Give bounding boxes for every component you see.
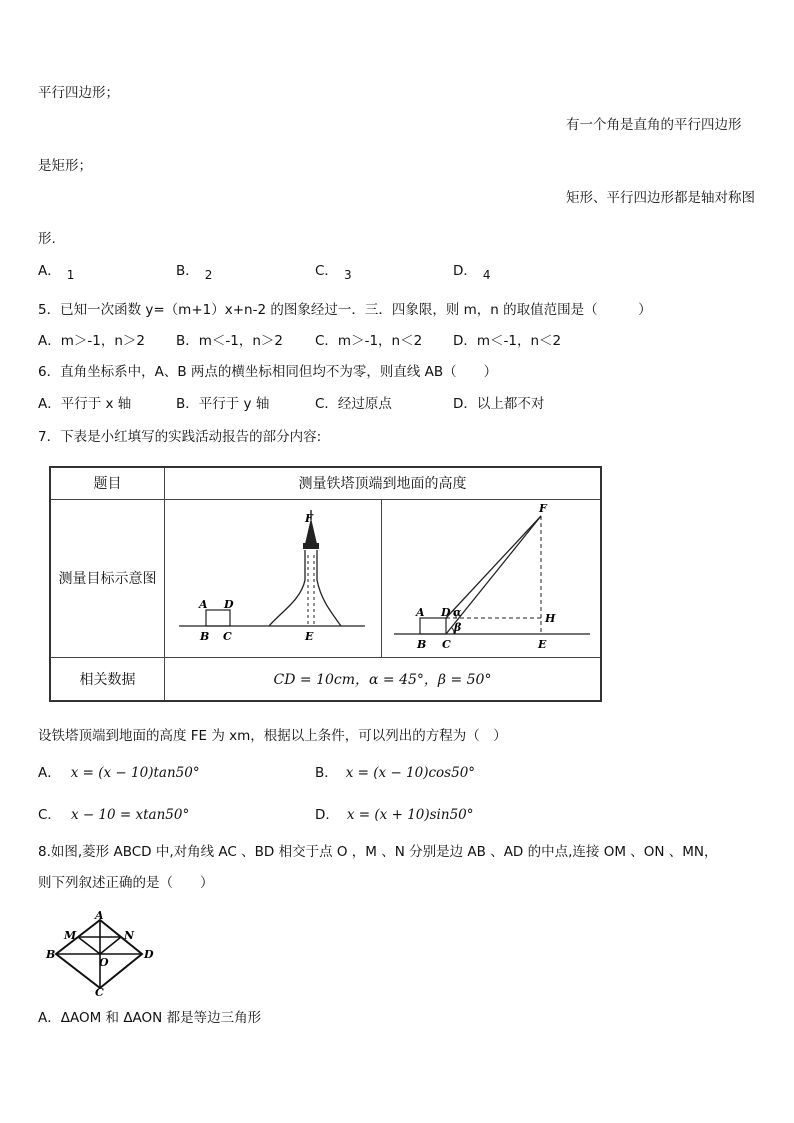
q5-stem: 5．已知一次函数 y=（m+1）x+n-2 的图象经过一．三．四象限，则 m，n 的取值范围是（ ） xyxy=(38,302,652,318)
angle-sketch xyxy=(382,500,600,656)
text-line-2: 有一个角是直角的平行四边形 xyxy=(566,117,742,133)
table-cell-data-value: CD = 10cm，α = 45°，β = 50° xyxy=(165,657,602,701)
q4-option-letter: A． xyxy=(38,263,61,279)
label-c: C xyxy=(95,986,104,996)
q4-option-value: 2 xyxy=(204,268,213,282)
label-f: F xyxy=(305,512,313,525)
df-line xyxy=(446,516,541,618)
building-rect xyxy=(420,618,446,634)
label-d: D xyxy=(144,948,154,961)
label-a: A xyxy=(95,909,104,922)
option-letter: D． xyxy=(315,807,339,823)
label-a: A xyxy=(416,606,425,619)
label-d: D xyxy=(224,598,234,611)
q5-option-d: D．m＜-1，n＜2 xyxy=(453,333,562,349)
q4-option-d xyxy=(453,262,491,280)
q4-option-letter: C． xyxy=(315,263,338,279)
label-m: M xyxy=(64,929,77,942)
text-line-4: 矩形、平行四边形都是轴对称图 xyxy=(566,190,755,206)
table-cell-data-label: 相关数据 xyxy=(50,657,165,701)
label-d: D xyxy=(441,606,451,619)
label-b: B xyxy=(200,630,210,643)
text-line-1: 平行四边形； xyxy=(38,85,119,101)
report-table xyxy=(49,466,602,702)
table-cell-title-value: 测量铁塔顶端到地面的高度 xyxy=(165,467,602,499)
rhombus-figure xyxy=(40,908,160,996)
label-c: C xyxy=(442,638,451,651)
text-line-5: 形. xyxy=(38,231,56,247)
q6-stem: 6．直角坐标系中，A、B 两点的横坐标相同但均不为零，则直线 AB（ ） xyxy=(38,364,498,380)
q4-option-a xyxy=(38,262,74,280)
label-a: A xyxy=(199,598,208,611)
label-o: O xyxy=(99,956,109,969)
text-line-3: 是矩形； xyxy=(38,158,92,174)
label-beta: β xyxy=(454,621,462,634)
q4-option-value: 3 xyxy=(343,268,352,282)
q8-option-a: A．ΔAOM 和 ΔAON 都是等边三角形 xyxy=(38,1010,262,1026)
segment-om xyxy=(78,937,100,954)
q6-option-c: C．经过原点 xyxy=(315,396,392,412)
q4-option-letter: D． xyxy=(453,263,477,279)
q7-option-b xyxy=(315,764,475,782)
q7-option-c xyxy=(38,806,189,824)
q5-option-b: B．m＜-1，n＞2 xyxy=(176,333,284,349)
option-expr: x − 10 = xtan50° xyxy=(70,807,190,823)
table-cell-diagram-label: 测量目标示意图 xyxy=(50,499,165,657)
q6-option-d: D．以上都不对 xyxy=(453,396,545,412)
option-expr: x = (x − 10)cos50° xyxy=(345,765,476,781)
label-e: E xyxy=(305,630,314,643)
option-letter: B． xyxy=(315,765,338,781)
option-letter: A． xyxy=(38,765,61,781)
label-b: B xyxy=(417,638,427,651)
option-expr: x = (x + 10)sin50° xyxy=(346,807,474,823)
q7-option-a xyxy=(38,764,200,782)
label-n: N xyxy=(124,929,135,942)
q6-option-b: B．平行于 y 轴 xyxy=(176,396,270,412)
q4-option-value: 4 xyxy=(482,268,491,282)
label-h: H xyxy=(545,612,556,625)
q6-option-a: A．平行于 x 轴 xyxy=(38,396,132,412)
diagram-left-cell xyxy=(165,499,382,657)
building-rect xyxy=(206,610,230,626)
table-cell-title-label: 题目 xyxy=(50,467,165,499)
tower-sketch xyxy=(165,500,381,656)
option-letter: C． xyxy=(38,807,61,823)
q7-option-d xyxy=(315,806,474,824)
diagram-right-cell xyxy=(382,499,602,657)
label-alpha: α xyxy=(453,606,462,619)
q4-option-letter: B． xyxy=(176,263,199,279)
rhombus-svg xyxy=(40,908,160,996)
q8-stem-line-2: 则下列叙述正确的是（ ） xyxy=(38,875,214,891)
q5-option-c: C．m＞-1，n＜2 xyxy=(315,333,423,349)
q4-option-c xyxy=(315,262,352,280)
q4-option-b xyxy=(176,262,212,280)
q4-option-value: 1 xyxy=(66,268,75,282)
label-c: C xyxy=(223,630,232,643)
tower-platform xyxy=(303,543,319,549)
label-f: F xyxy=(539,502,547,515)
tower-right-curve xyxy=(317,550,341,626)
label-b: B xyxy=(46,948,56,961)
q5-option-a: A．m＞-1，n＞2 xyxy=(38,333,145,349)
q7-stem: 7．下表是小红填写的实践活动报告的部分内容: xyxy=(38,429,322,445)
q8-stem-line-1: 8.如图,菱形 ABCD 中,对角线 AC 、BD 相交于点 O ，M 、N 分别是边 AB 、AD 的中点,连接 OM 、ON 、MN， xyxy=(38,844,718,860)
segment-on xyxy=(100,937,121,954)
tower-left-curve xyxy=(269,550,305,626)
label-e: E xyxy=(538,638,547,651)
q7-question: 设铁塔顶端到地面的高度 FE 为 xm，根据以上条件，可以列出的方程为（ ） xyxy=(38,728,507,744)
option-expr: x = (x − 10)tan50° xyxy=(70,765,200,781)
